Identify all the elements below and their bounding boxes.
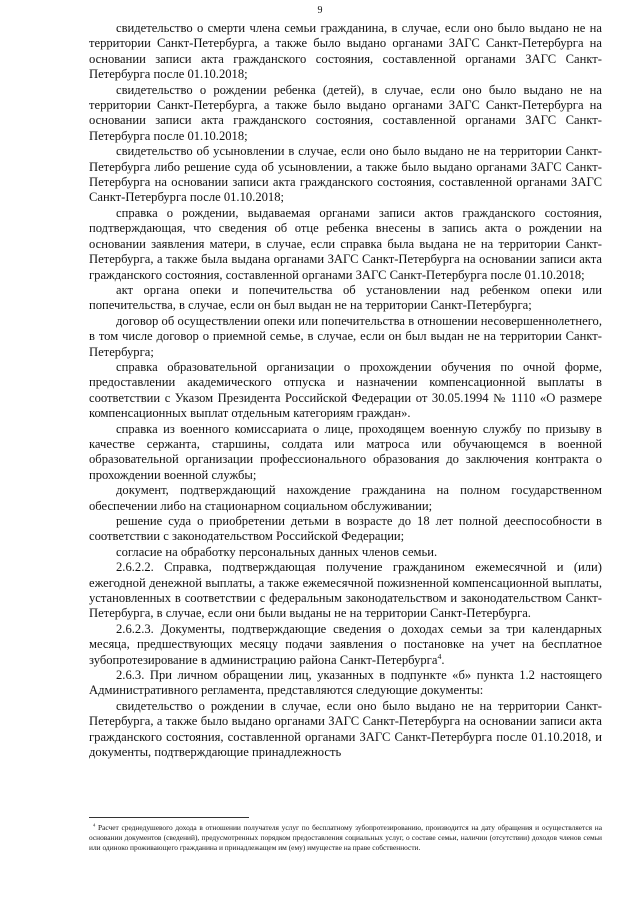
paragraph-birth-certificate-personal: свидетельство о рождении в случае, если оно было выдано не на территории Санкт-Петербурга, а также было выдано органами ЗАГС Санкт-Петербурга на основании записи акта гражданского состояния, составленной органами ЗАГС Санкт-Петербурга после 01.10.2018, и документы, подтверждающие принадлежность [89, 698, 602, 760]
paragraph-guardianship-contract: договор об осуществлении опеки или попечительства в отношении несовершеннолетнего, в том числе договор о приемной семье, в случае, если он был выдан не на территории Санкт-Петербурга; [89, 313, 602, 359]
footnote-text: Расчет среднедушевого дохода в отношении получателя услуг по бесплатному зубопротезированию, производится на дату обращения и осуществляется на основании документов (сведений), предусмотренных порядком предоставления социальных услуг, о составе семьи, наличии (отсутствии) доходов членов семьи или одиноко проживающего гражданина и принадлежащем им (ему) имуществе на праве собственности. [89, 823, 602, 852]
paragraph-death-certificate: свидетельство о смерти члена семьи гражданина, в случае, если оно было выдано не на территории Санкт-Петербурга, а также было выдано органами ЗАГС Санкт-Петербурга на основании записи акта гражданского состояния, составленной органами ЗАГС Санкт-Петербурга после 01.10.2018; [89, 21, 602, 82]
paragraph-birth-statement: справка о рождении, выдаваемая органами записи актов гражданского состояния, подтверждающая, что сведения об отце ребенка внесены в запись акта о рождении на основании заявления матери, в случае, если справка была выдана не на территории Санкт-Петербурга, а также была выдана органами ЗАГС Санкт-Петербурга на основании записи акта гражданского состояния, составленной органами ЗАГС Санкт-Петербурга после 01.10.2018; [89, 205, 602, 282]
footnote-reference[interactable]: 4 [437, 651, 442, 661]
paragraph-court-decision: решение суда о приобретении детьми в возрасте до 18 лет полной дееспособности в соответствии с законодательством Российской Федерации; [89, 514, 602, 544]
footnote-divider [89, 817, 249, 818]
paragraph-2-6-2-3 [89, 622, 602, 668]
paragraph-2-6-3: 2.6.3. При личном обращении лиц, указанных в подпункте «б» пункта 1.2 настоящего Административного регламента, представляются следующие документы: [89, 668, 602, 698]
paragraph-military-certificate: справка из военного комиссариата о лице, проходящем военную службу по призыву в качестве сержанта, старшины, солдата или матроса или обучающемся в военной образовательной организации профессионального образования до заключения контракта о прохождении военной службы; [89, 421, 602, 482]
paragraph-child-birth-certificate: свидетельство о рождении ребенка (детей), в случае, если оно было выдано не на территории Санкт-Петербурга, а также было выдано органами ЗАГС Санкт-Петербурга на основании записи акта гражданского состояния, составленной органами ЗАГС Санкт-Петербурга после 01.10.2018; [89, 82, 602, 143]
paragraph-2-6-2-3-text: 2.6.2.3. Документы, подтверждающие сведения о доходах семьи за три календарных месяца, предшествующих месяцу подачи заявления о постановке на учет на бесплатное зубопротезирование в администрацию района Санкт-Петербурга [89, 621, 602, 667]
paragraph-state-support-document: документ, подтверждающий нахождение гражданина на полном государственном обеспечении либо на стационарном социальном обслуживании; [89, 483, 602, 513]
paragraph-adoption-certificate: свидетельство об усыновлении в случае, если оно было выдано не на территории Санкт-Петербурга либо решение суда об усыновлении, а также было выдано органами ЗАГС Санкт-Петербурга на основании записи акта гражданского состояния, составленной органами ЗАГС Санкт-Петербурга после 01.10.2018; [89, 144, 602, 205]
footnote-marker: 4 [93, 822, 96, 828]
footnote [89, 823, 602, 853]
page-number: 9 [317, 5, 323, 16]
body-text [89, 21, 602, 761]
paragraph-guardianship-act: акт органа опеки и попечительства об установлении над ребенком опеки или попечительства, в случае, если он был выдан не на территории Санкт-Петербурга; [89, 282, 602, 313]
paragraph-education-certificate: справка образовательной организации о прохождении обучения по очной форме, предоставлении академического отпуска и назначении компенсационной выплаты в соответствии с Указом Президента Российской Федерации от 30.05.1994 № 1110 «О размере компенсационных выплат отдельным категориям граждан». [89, 359, 602, 421]
paragraph-data-consent: согласие на обработку персональных данных членов семьи. [116, 544, 438, 559]
paragraph-2-6-2-2: 2.6.2.2. Справка, подтверждающая получение гражданином ежемесячной и (или) ежегодной денежной выплаты, а также ежемесячной пожизненной компенсационной выплаты, установленных в соответствии с федеральным законодательством и законодательством Санкт-Петербурга, в случае, если они были выданы не на территории Санкт-Петербурга. [89, 560, 602, 621]
paragraph-2-6-2-3-end: . [441, 652, 445, 667]
